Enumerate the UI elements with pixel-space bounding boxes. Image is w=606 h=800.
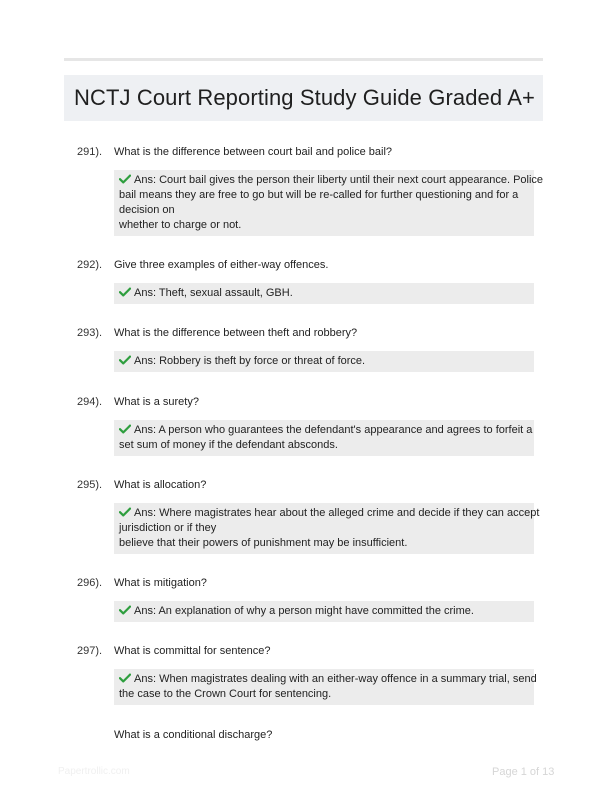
question-text: What is the difference between theft and robbery? <box>114 327 358 339</box>
answer-line <box>119 506 540 521</box>
answer-box <box>114 503 540 554</box>
answer-text: Ans: Theft, sexual assault, GBH. <box>134 287 293 299</box>
answer-line <box>119 604 529 619</box>
answer-line: bail means they are free to go but will be re-called for further questioning and for a <box>119 189 519 201</box>
answer-box <box>114 351 534 372</box>
question-number: 291). <box>77 146 103 158</box>
document-title: NCTJ Court Reporting Study Guide Graded A+ <box>74 85 535 110</box>
answer-box <box>114 283 534 304</box>
question-text: What is committal for sentence? <box>114 645 271 657</box>
answer-box <box>114 669 537 705</box>
page-indicator: Page 1 of 13 <box>492 766 555 778</box>
footer-watermark: Papertrollic.com <box>58 766 130 777</box>
question-text: What is the difference between court bail and police bail? <box>114 146 393 158</box>
check-icon <box>119 605 131 615</box>
check-icon <box>119 424 131 434</box>
answer-line <box>119 286 529 301</box>
question-text: Give three examples of either-way offences. <box>114 259 329 271</box>
question-number: 294). <box>77 396 103 408</box>
answer-text: Ans: Robbery is theft by force or threat of force. <box>134 355 366 367</box>
question-number: 292). <box>77 259 103 271</box>
answer-text: Ans: Court bail gives the person their liberty until their next court appearance. Police <box>134 174 544 186</box>
answer-text: Ans: When magistrates dealing with an either-way offence in a summary trial, send <box>134 673 537 685</box>
check-icon <box>119 355 131 365</box>
question-number: 293). <box>77 327 103 339</box>
answer-text: Ans: A person who guarantees the defendant's appearance and agrees to forfeit a <box>134 424 533 436</box>
answer-line: decision on <box>119 204 175 216</box>
question-text: What is a conditional discharge? <box>114 729 273 741</box>
title-banner <box>64 75 543 121</box>
answer-text: Ans: Where magistrates hear about the alleged crime and decide if they can accept <box>134 507 540 519</box>
question-text: What is mitigation? <box>114 577 207 589</box>
answer-line <box>119 672 537 687</box>
question-text: What is a surety? <box>114 396 199 408</box>
answer-line <box>119 173 544 188</box>
question-number: 297). <box>77 645 103 657</box>
check-icon <box>119 174 131 184</box>
answer-text: Ans: An explanation of why a person might have committed the crime. <box>134 605 474 617</box>
answer-line <box>119 423 533 438</box>
answer-line: jurisdiction or if they <box>119 522 217 534</box>
top-divider <box>64 58 543 61</box>
answer-line: whether to charge or not. <box>119 219 242 231</box>
answer-line <box>119 354 529 369</box>
answer-line: the case to the Crown Court for sentencing. <box>119 688 332 700</box>
question-number: 296). <box>77 577 103 589</box>
check-icon <box>119 507 131 517</box>
check-icon <box>119 673 131 683</box>
question-number: 295). <box>77 479 103 491</box>
answer-box <box>114 170 544 236</box>
answer-line: set sum of money if the defendant absconds. <box>119 439 338 451</box>
answer-line: believe that their powers of punishment may be insufficient. <box>119 537 408 549</box>
check-icon <box>119 287 131 297</box>
answer-box <box>114 601 534 622</box>
answer-box <box>114 420 534 456</box>
question-text: What is allocation? <box>114 479 207 491</box>
